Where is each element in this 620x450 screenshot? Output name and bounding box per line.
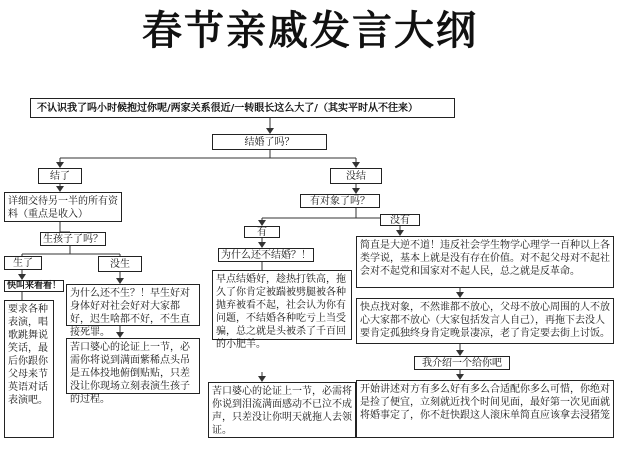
child-no-box: 没生 — [98, 256, 142, 272]
show-child-box: 快叫来看看！ — [4, 280, 64, 292]
matchmaker-detail-box: 开始讲述对方有多么好有多么合适配你多么可惜，你绝对是捡了便宜，立刻就近找个时间见面，最好第一次见面就将婚事定了，你不赶快跟这人滚床单简直应该拿去浸猪笼 — [356, 380, 614, 438]
child-yes-box: 生了 — [4, 256, 42, 270]
why-not-marry-box: 为什么还不结婚？！ — [218, 248, 314, 262]
married-no-box: 没结 — [330, 168, 382, 184]
married-yes-box: 结了 — [38, 168, 82, 184]
why-no-child-box: 为什么还不生？！早生好对身体好对社会好对大家都好，迟生啥都不好，不生直接死罪。 — [66, 284, 200, 326]
show-child-detail-box: 要求各种表演，唱歌跳舞说笑话，最后你跟你父母来节英语对话表演吧。 — [4, 300, 54, 438]
partner-details-box: 详细交待另一半的所有资料（重点是收入） — [4, 192, 122, 222]
root-greeting-box: 不认识我了吗小时候抱过你呢/两家关系很近/一转眼长这么大了/（其实平时从不往来） — [30, 98, 455, 118]
married-question-box: 结婚了吗？ — [212, 134, 327, 150]
marry-early-box: 早点结婚好，趁热打铁高，拖久了你肯定被踹被劈腿被各种抛弃被看不起，社会认为你有问题，不结婚各种吃亏上当受骗，总之就是头被杀了千百回的小肥羊。 — [212, 270, 352, 340]
child-question-box: 生孩子了吗？ — [40, 232, 106, 246]
partner-question-box: 有对象了吗？ — [300, 194, 380, 208]
partner-yes-box: 有 — [244, 226, 280, 238]
outrage-box: 简直是大逆不道！违反社会学生物学心理学一百种以上各类学说，基本上就是没有存在价值。对不起父母对不起社会对不起党和国家对不起人民，总之就是反革命。 — [356, 236, 614, 288]
find-partner-box: 快点找对象，不然谁都不放心，父母不放心周围的人不放心大家都不放心（大家包括发言人自己），再拖下去没人要肯定孤独终身肯定晚景凄凉，老了肯定要去街上讨饭。 — [356, 298, 614, 344]
matchmaker-box: 我介绍一个给你吧 — [414, 356, 510, 370]
partner-pressure-box: 苦口婆心的论证上一节，必需将你说到泪流满面感动不已泣不成声，只差没让你明天就拖人去领证。 — [208, 382, 356, 438]
partner-no-box: 没有 — [380, 214, 420, 226]
page-title: 春节亲戚发言大纲 — [142, 8, 478, 54]
no-child-detail-box: 苦口婆心的论证上一节，必需你将说到满面紫稀点头吊是五体投地俯倒贴贴，只差没让你现场立刻表演生孩子的过程。 — [66, 338, 200, 394]
